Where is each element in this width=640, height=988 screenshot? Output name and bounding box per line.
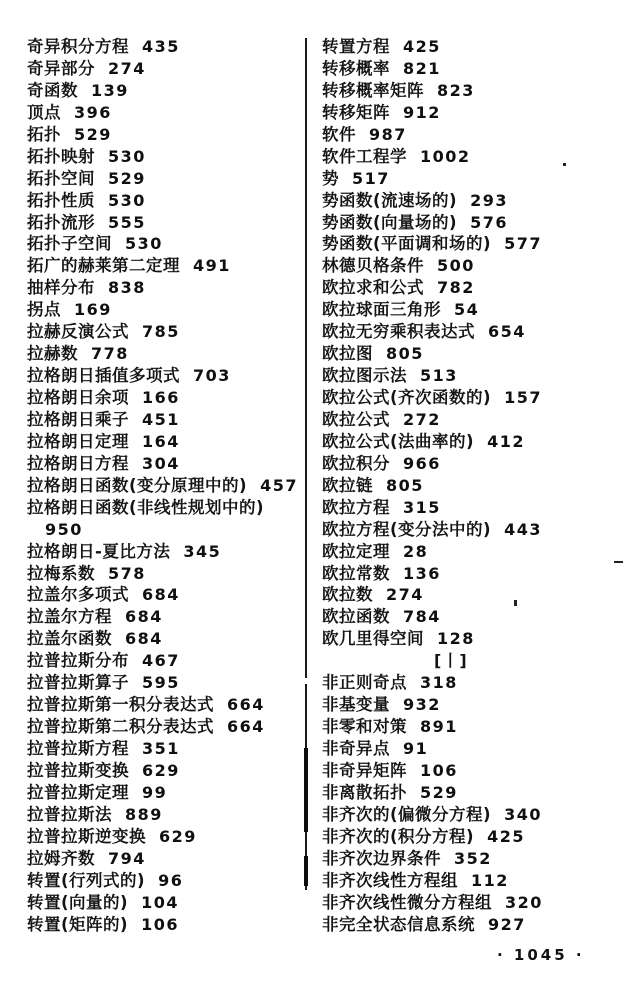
entry-term: 转置(矩阵的) [27,914,129,934]
index-entry [27,58,305,80]
entry-page-ref: 169 [74,300,112,320]
entry-page-ref: 932 [403,695,441,715]
entry-page-ref: 106 [420,760,458,780]
entry-page-ref: 272 [403,409,441,429]
entry-term: 拉盖尔多项式 [27,585,129,605]
index-entry [322,36,622,58]
index-entry [322,892,622,914]
entry-page-ref: 629 [142,760,180,780]
entry-page-ref: 351 [142,739,180,758]
entry-term: 拉格朗日插值多项式 [27,366,180,386]
index-entry [27,365,305,387]
index-entry [322,168,622,190]
entry-term: 拉格朗日-夏比方法 [27,541,171,561]
entry-page-ref: 889 [125,804,163,824]
entry-term: 欧拉方程(变分法中的) [322,519,492,539]
entry-page-ref: 435 [142,37,180,56]
index-entry [322,584,622,606]
index-entry [27,628,305,650]
index-entry [27,826,305,848]
index-entry [322,782,622,804]
index-entry [322,431,622,453]
index-entry [27,168,305,190]
entry-term: 转置(向量的) [27,892,129,912]
index-entry [322,58,622,80]
entry-page-ref: 352 [454,848,492,868]
index-entry [27,738,305,760]
index-entry [27,299,305,321]
index-entry [27,102,305,124]
entry-term: 转移概率矩阵 [322,80,424,100]
entry-term: 软件工程学 [322,146,407,166]
entry-page-ref: 529 [108,168,146,188]
entry-term: 拉普拉斯定理 [27,782,129,802]
entry-page-ref: 578 [108,563,146,583]
entry-term: 林德贝格条件 [322,256,424,276]
entry-term: 拉普拉斯方程 [27,739,129,758]
entry-page-ref: 684 [125,629,163,649]
entry-page-ref: 684 [125,607,163,627]
entry-page-ref: 950 [45,519,83,539]
entry-term: 欧拉方程 [322,497,390,517]
index-entry [27,804,305,826]
index-entry [322,233,622,255]
entry-term: 奇函数 [27,80,78,100]
entry-term: 转移矩阵 [322,102,390,122]
entry-page-ref: 891 [420,717,458,737]
entry-term: 拉格朗日余项 [27,388,129,407]
index-entry [27,870,305,892]
entry-term: 拓扑 [27,124,61,144]
index-entry [322,212,622,234]
entry-term: 非正则奇点 [322,673,407,693]
index-entry [322,541,622,563]
entry-term: 拉普拉斯第一积分表达式 [27,695,214,715]
page-number: · 1045 · [497,946,585,964]
entry-term: 拉格朗日定理 [27,431,129,451]
scan-artifact [614,561,623,563]
entry-term: 欧拉函数 [322,607,390,627]
entry-page-ref: 139 [91,80,129,100]
entry-term: 势函数(平面调和场的) [322,234,492,254]
entry-term: 非齐次线性方程组 [322,870,458,890]
entry-page-ref: 443 [504,519,542,539]
entry-page-ref: 104 [141,892,179,912]
entry-page-ref: 823 [437,80,475,100]
index-entry [27,233,305,255]
entry-term: 欧拉公式(法曲率的) [322,431,475,451]
index-entry [27,36,305,58]
entry-term: 奇异部分 [27,58,95,78]
index-entry [27,343,305,365]
entry-term: 势函数(流速场的) [322,190,458,210]
entry-term: 非齐次线性微分方程组 [322,892,492,912]
index-entry [322,80,622,102]
entry-term: 非基变量 [322,695,390,715]
entry-page-ref: 164 [142,431,180,451]
entry-term: 非离散拓扑 [322,782,407,802]
index-entry [27,277,305,299]
entry-page-ref: 821 [403,58,441,78]
entry-page-ref: 805 [386,475,424,495]
index-entry [322,255,622,277]
index-entry [27,321,305,343]
section-header [322,650,622,672]
entry-page-ref: 530 [108,190,146,210]
index-entry [27,453,305,475]
entry-page-ref: 425 [403,37,441,56]
entry-page-ref: 320 [505,892,543,912]
index-entry [27,716,305,738]
index-entry [322,343,622,365]
index-entry [322,628,622,650]
index-entry [27,519,305,541]
entry-page-ref: 703 [193,366,231,386]
divider-ink-blob [304,856,308,886]
entry-page-ref: 529 [420,782,458,802]
index-entry [322,738,622,760]
entry-page-ref: 794 [108,848,146,868]
entry-page-ref: 629 [159,826,197,846]
index-entry [27,694,305,716]
entry-term: 拉格朗日函数(非线性规划中的) [27,497,265,517]
index-entry [322,190,622,212]
entry-page-ref: 99 [142,782,168,802]
entry-term: 欧拉公式 [322,409,390,429]
index-entry [27,475,305,497]
entry-page-ref: 500 [437,256,475,276]
entry-term: 拉盖尔函数 [27,629,112,649]
entry-page-ref: 54 [454,300,480,320]
index-entry [27,255,305,277]
index-entry [322,914,622,936]
entry-term: 拉姆齐数 [27,848,95,868]
entry-term: 拉赫数 [27,344,78,364]
index-entry [322,804,622,826]
entry-term: 转置方程 [322,37,390,56]
index-entry [322,716,622,738]
entry-page-ref: 513 [420,366,458,386]
entry-term: 欧拉积分 [322,453,390,473]
index-right-column [322,36,622,935]
entry-term: 拉梅系数 [27,563,95,583]
index-entry [322,694,622,716]
entry-term: 非奇异点 [322,739,390,758]
entry-page-ref: 491 [193,256,231,276]
index-entry [27,497,305,519]
entry-term: 奇异积分方程 [27,37,129,56]
entry-page-ref: 595 [142,673,180,693]
entry-page-ref: 28 [403,541,429,561]
entry-page-ref: 467 [142,651,180,671]
entry-term: 拐点 [27,300,61,320]
index-entry [322,365,622,387]
section-header-label: [丨] [434,651,468,671]
divider-gap [305,678,307,684]
scan-artifact [563,163,566,166]
entry-term: 欧拉图 [322,344,373,364]
index-left-column [27,36,305,935]
entry-term: 拉赫反演公式 [27,322,129,342]
entry-page-ref: 530 [108,146,146,166]
index-entry [27,146,305,168]
entry-page-ref: 396 [74,102,112,122]
index-entry [27,606,305,628]
entry-page-ref: 576 [470,212,508,232]
entry-page-ref: 112 [471,870,509,890]
entry-page-ref: 555 [108,212,146,232]
entry-page-ref: 927 [488,914,526,934]
entry-page-ref: 912 [403,102,441,122]
entry-term: 欧几里得空间 [322,629,424,649]
entry-page-ref: 412 [487,431,525,451]
entry-page-ref: 106 [141,914,179,934]
entry-term: 欧拉求和公式 [322,278,424,298]
index-entry [322,299,622,321]
entry-page-ref: 529 [74,124,112,144]
index-entry [27,892,305,914]
entry-page-ref: 304 [142,453,180,473]
index-entry [322,606,622,628]
entry-term: 拉普拉斯法 [27,804,112,824]
index-entry [27,80,305,102]
entry-term: 拓扑空间 [27,168,95,188]
index-entry [322,146,622,168]
entry-term: 欧拉球面三角形 [322,300,441,320]
index-entry [322,453,622,475]
entry-page-ref: 274 [108,58,146,78]
entry-page-ref: 778 [91,344,129,364]
index-entry [27,212,305,234]
entry-term: 拓广的赫莱第二定理 [27,256,180,276]
entry-page-ref: 128 [437,629,475,649]
entry-page-ref: 457 [260,475,298,495]
entry-term: 拉盖尔方程 [27,607,112,627]
entry-page-ref: 340 [504,804,542,824]
entry-term: 拉普拉斯逆变换 [27,826,146,846]
index-entry [27,541,305,563]
column-divider-rule [305,38,307,890]
entry-page-ref: 784 [403,607,441,627]
entry-term: 拓扑子空间 [27,234,112,254]
entry-term: 拉格朗日方程 [27,453,129,473]
entry-page-ref: 684 [142,585,180,605]
entry-page-ref: 96 [158,870,184,890]
entry-term: 软件 [322,124,356,144]
entry-page-ref: 664 [227,717,265,737]
entry-term: 非完全状态信息系统 [322,914,475,934]
index-entry [27,848,305,870]
entry-term: 转移概率 [322,58,390,78]
entry-page-ref: 157 [504,388,542,407]
index-entry [322,563,622,585]
index-entry [27,409,305,431]
entry-page-ref: 782 [437,278,475,298]
entry-page-ref: 805 [386,344,424,364]
entry-page-ref: 274 [386,585,424,605]
entry-page-ref: 166 [142,388,180,407]
index-entry [322,277,622,299]
entry-term: 拓扑性质 [27,190,95,210]
index-entry [322,475,622,497]
entry-term: 拓扑映射 [27,146,95,166]
index-entry [27,914,305,936]
entry-page-ref: 785 [142,322,180,342]
entry-page-ref: 1002 [420,146,471,166]
entry-page-ref: 577 [504,234,542,254]
entry-term: 势函数(向量场的) [322,212,458,232]
entry-term: 欧拉公式(齐次函数的) [322,388,492,407]
index-entry [27,563,305,585]
entry-term: 拉普拉斯算子 [27,673,129,693]
index-entry [27,782,305,804]
scan-artifact [514,600,517,606]
index-entry [322,409,622,431]
index-entry [27,387,305,409]
entry-page-ref: 136 [403,563,441,583]
entry-term: 欧拉图示法 [322,366,407,386]
entry-page-ref: 345 [183,541,222,561]
index-entry [27,124,305,146]
entry-page-ref: 451 [142,409,180,429]
entry-term: 非齐次边界条件 [322,848,441,868]
entry-page-ref: 318 [420,673,458,693]
entry-term: 欧拉定理 [322,541,390,561]
entry-term: 非奇异矩阵 [322,760,407,780]
entry-term: 拓扑流形 [27,212,95,232]
entry-page-ref: 838 [108,278,146,298]
index-entry [27,760,305,782]
index-entry [322,826,622,848]
entry-page-ref: 91 [403,739,429,758]
divider-ink-blob [304,748,308,832]
index-entry [322,870,622,892]
entry-page-ref: 530 [125,234,163,254]
entry-term: 非零和对策 [322,717,407,737]
index-entry [322,387,622,409]
index-entry [322,672,622,694]
index-entry [27,190,305,212]
entry-page-ref: 987 [369,124,407,144]
entry-term: 转置(行列式的) [27,870,146,890]
entry-term: 欧拉常数 [322,563,390,583]
entry-term: 抽样分布 [27,278,95,298]
index-entry [27,431,305,453]
index-entry [27,672,305,694]
index-entry [322,102,622,124]
entry-term: 拉普拉斯分布 [27,651,129,671]
index-entry [27,584,305,606]
index-entry [322,321,622,343]
entry-page-ref: 315 [403,497,441,517]
entry-term: 顶点 [27,102,61,122]
index-entry [322,848,622,870]
entry-term: 非齐次的(积分方程) [322,826,475,846]
entry-term: 拉格朗日函数(变分原理中的) [27,475,248,495]
entry-page-ref: 425 [487,826,525,846]
index-entry [322,519,622,541]
entry-term: 势 [322,168,339,188]
entry-term: 欧拉数 [322,585,373,605]
entry-page-ref: 664 [227,695,265,715]
entry-term: 拉格朗日乘子 [27,409,129,429]
entry-page-ref: 517 [352,168,390,188]
entry-term: 非齐次的(偏微分方程) [322,804,492,824]
index-entry [322,760,622,782]
entry-term: 拉普拉斯第二积分表达式 [27,717,214,737]
index-entry [322,124,622,146]
entry-page-ref: 966 [403,453,441,473]
index-entry [322,497,622,519]
index-entry [27,650,305,672]
entry-term: 欧拉无穷乘积表达式 [322,322,475,342]
entry-term: 欧拉链 [322,475,373,495]
entry-term: 拉普拉斯变换 [27,760,129,780]
entry-page-ref: 293 [470,190,508,210]
entry-page-ref: 654 [488,322,526,342]
